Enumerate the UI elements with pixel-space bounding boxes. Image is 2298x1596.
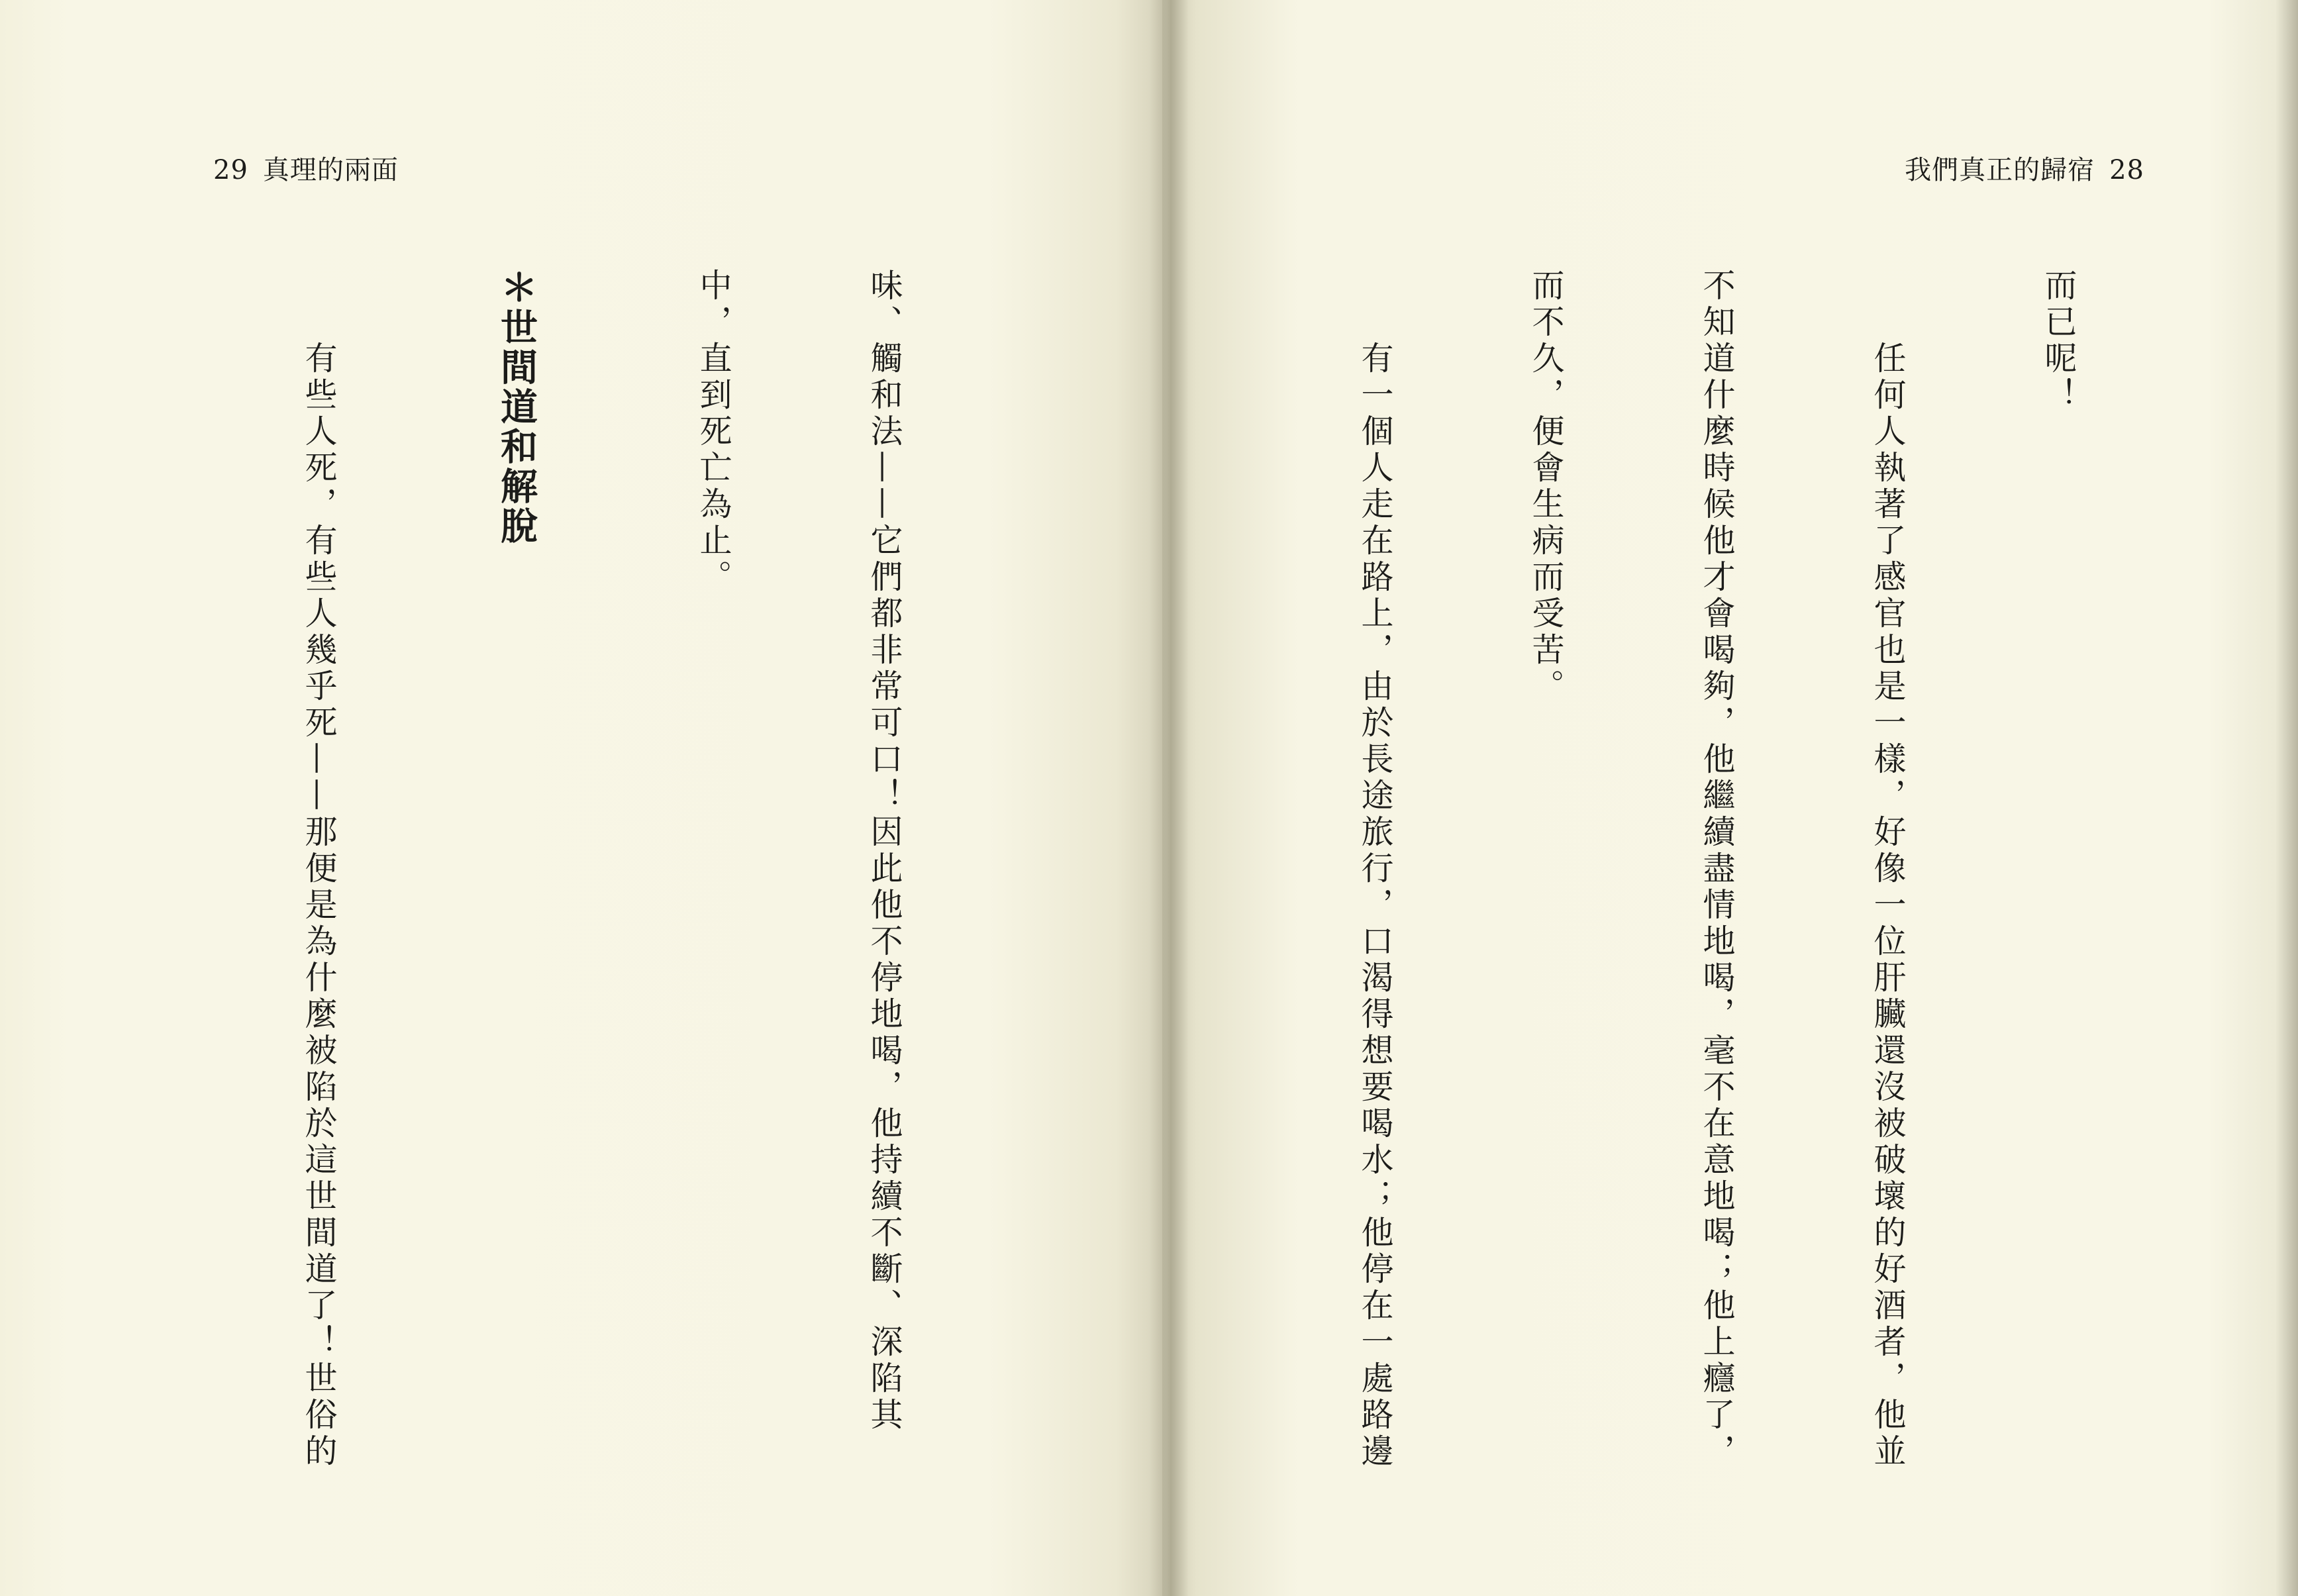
text-line: 不知道什麼時候他才會喝夠，他繼續盡情地喝，毫不在意地喝；他上癮了， [1698,268,1736,1470]
right-page [1162,0,2298,1596]
left-page-number: 29 [213,155,248,185]
book-gutter [1149,0,1189,1596]
text-line: 中，直到死亡為止。 [695,268,732,596]
left-body-text [192,268,1026,1513]
left-running-head [199,149,399,187]
text-line: 而已呢！ [2040,268,2077,414]
section-heading: ＊世間道和解脫 [495,268,538,546]
right-running-title: 我們真正的歸宿 [1905,155,2095,185]
right-page-number: 28 [2109,155,2144,185]
right-running-head [1905,149,2159,187]
right-body-text [1307,268,2201,1513]
text-line: 任何人執著了感官也是一樣，好像一位肝臟還沒被破壞的好酒者，他並 [1869,268,1907,1470]
text-line: 有一個人走在路上，由於長途旅行，口渴得想要喝水；他停在一處路邊 [1356,268,1394,1470]
left-running-title: 真理的兩面 [262,155,399,185]
text-line: 味、觸和法——它們都非常可口！因此他不停地喝，他持續不斷、深陷其 [866,268,903,1434]
text-line: 而不久，便會生病而受苦。 [1527,268,1565,705]
text-line: 有些人死，有些人幾乎死——那便是為什麼被陷於這世間道了！世俗的 [300,268,338,1470]
